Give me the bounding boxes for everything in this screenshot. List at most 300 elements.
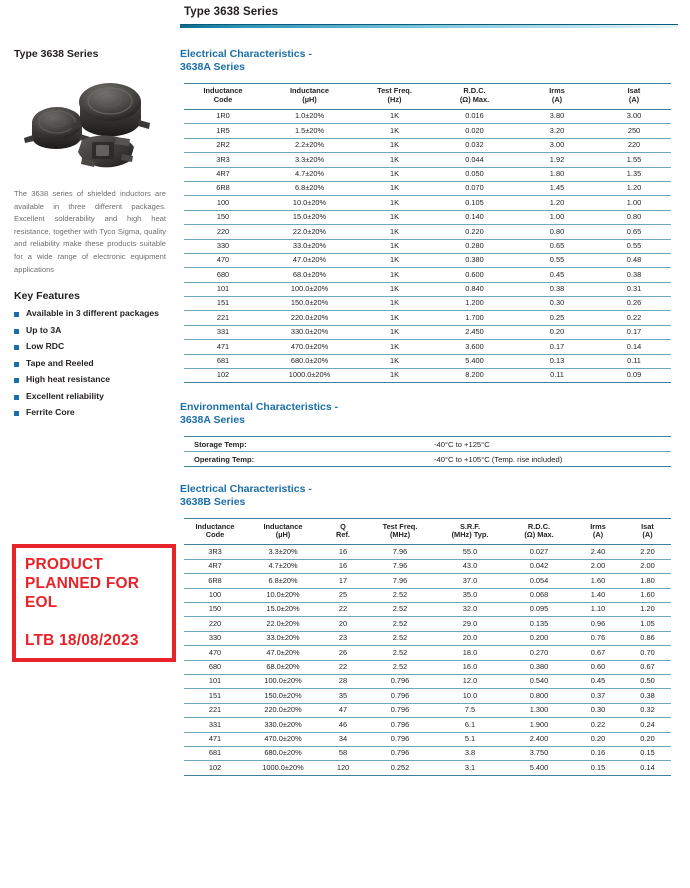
table-cell: 0.270 [506,646,572,660]
table-cell: 0.32 [624,703,671,717]
table-cell: 220 [184,617,246,631]
table-cell: 470.0±20% [246,732,320,746]
table-cell: 330.0±20% [246,718,320,732]
table-row [184,167,671,181]
eol-notice-box [12,544,176,662]
env-label: Storage Temp: [184,437,434,452]
table-cell: 6R8 [184,574,246,588]
table-cell: 0.15 [572,761,624,775]
col-line1: Test Freq. [382,521,418,531]
env-label: Operating Temp: [184,452,434,467]
table-cell: 25 [320,588,366,602]
table-cell: 3R3 [184,545,246,559]
section-title-line1: Electrical Characteristics - [180,48,312,60]
page-title: Type 3638 Series [184,6,279,18]
section-title-line1: Environmental Characteristics - [180,401,339,414]
table-cell: 1K [357,354,432,368]
key-feature-text: Available in 3 different packages [26,308,159,319]
section-title-line1: Electrical Characteristics - [180,483,312,496]
table-cell: 0.068 [506,588,572,602]
table-cell: 6.8±20% [246,574,320,588]
table-cell: 0.67 [572,646,624,660]
table-cell: 0.37 [572,689,624,703]
table-cell: 0.11 [597,354,671,368]
table-cell: 2.52 [366,602,434,616]
table-row [184,311,671,325]
table-cell: 0.15 [624,746,671,760]
col-line2: (A) [642,530,653,540]
main-content [180,48,680,776]
table-cell: 0.31 [597,282,671,296]
table-cell: 7.96 [366,559,434,573]
table-cell: 15.0±20% [246,602,320,616]
table-row [184,602,671,616]
table-cell: 1.10 [572,602,624,616]
table-cell: 0.24 [624,718,671,732]
table-cell: 1.300 [506,703,572,717]
inductor-photo-graphic [12,68,164,180]
table-cell: 3R3 [184,153,262,167]
table-cell: 0.380 [506,660,572,674]
table-cell: 0.796 [366,703,434,717]
table-cell: 0.800 [506,689,572,703]
list-item [14,407,172,418]
table-row [184,588,671,602]
table-cell: 7.96 [366,574,434,588]
table-row [184,559,671,573]
table-row [184,297,671,311]
col-line2: (MHz) Typ. [451,530,489,540]
col-line1: Inductance [289,86,329,96]
section-title-elec-a [180,48,680,74]
table-row [184,354,671,368]
table-cell: 2.450 [432,325,517,339]
table-cell: 46 [320,718,366,732]
table-cell: 0.20 [624,732,671,746]
table-header-row [184,519,671,545]
section-title-elec-b [180,483,680,509]
table-row [184,253,671,267]
table-cell: 0.095 [506,602,572,616]
table-cell: 1.20 [597,181,671,195]
table-cell: 1K [357,124,432,138]
table-environmental-3638a [184,436,671,467]
table-cell: 1K [357,110,432,124]
table-cell: 22.0±20% [262,225,357,239]
table-row [184,646,671,660]
key-features-list [14,308,172,418]
table-cell: 1.5±20% [262,124,357,138]
table-cell: 0.796 [366,674,434,688]
list-item [14,358,172,369]
table-cell: 101 [184,282,262,296]
bullet-icon [14,345,19,350]
table-cell: 29.0 [434,617,506,631]
table-cell: 4R7 [184,167,262,181]
list-item [14,325,172,336]
table-cell: 0.016 [432,110,517,124]
table-cell: 0.20 [517,325,597,339]
page-header [180,6,678,28]
table-cell: 0.220 [432,225,517,239]
bullet-icon [14,312,19,317]
table-cell: 20 [320,617,366,631]
table-cell: 34 [320,732,366,746]
table-cell: 1K [357,282,432,296]
table-row [184,617,671,631]
table-cell: 17 [320,574,366,588]
table-cell: 0.796 [366,732,434,746]
table-row [184,325,671,339]
table-cell: 0.200 [506,631,572,645]
table-row [184,746,671,760]
bullet-icon [14,411,19,416]
table-cell: 1.05 [624,617,671,631]
table-cell: 100 [184,588,246,602]
col-line2: Code [205,530,225,540]
table-cell: 6.1 [434,718,506,732]
table-cell: 0.25 [517,311,597,325]
key-feature-text: Tape and Reeled [26,357,94,368]
table-cell: 220.0±20% [246,703,320,717]
key-feature-text: Ferrite Core [26,407,75,418]
table-cell: 0.96 [572,617,624,631]
eol-line-3: EOL [25,594,58,611]
col-line2: Code [213,95,233,104]
table-cell: 0.55 [517,253,597,267]
key-feature-text: Up to 3A [26,324,62,335]
table-cell: 0.76 [572,631,624,645]
eol-line-1: PRODUCT [25,556,104,573]
table-cell: 23 [320,631,366,645]
table-cell: 0.80 [597,210,671,224]
table-row [184,631,671,645]
bullet-icon [14,378,19,383]
table-cell: 2.2±20% [262,138,357,152]
table-cell: 4.7±20% [262,167,357,181]
table-row [184,369,671,383]
table-cell: 8.200 [432,369,517,383]
table-cell: 10.0 [434,689,506,703]
table-cell: 1.92 [517,153,597,167]
table-cell: 0.17 [597,325,671,339]
table-row [184,660,671,674]
section-title-line2: 3638A Series [180,61,245,73]
product-photo [12,68,164,180]
col-line1: Inductance [203,86,243,96]
table-cell: 0.027 [506,545,572,559]
table-cell: 1.80 [624,574,671,588]
table-cell: 3.600 [432,340,517,354]
table-cell: 0.30 [572,703,624,717]
table-row [184,225,671,239]
table-cell: 5.1 [434,732,506,746]
table-cell: 47.0±20% [262,253,357,267]
table-cell: 330 [184,631,246,645]
table-cell: 0.14 [597,340,671,354]
table-cell: 0.796 [366,746,434,760]
table-cell: 33.0±20% [262,239,357,253]
table-row [184,703,671,717]
table-cell: 2.52 [366,617,434,631]
table-cell: 55.0 [434,545,506,559]
table-cell: 3.3±20% [246,545,320,559]
col-line2: (A) [592,530,604,540]
table-cell: 0.032 [432,138,517,152]
table-cell: 1.45 [517,181,597,195]
section-title-env-a [180,401,680,427]
col-line2: (MHz) [389,530,411,540]
table-cell: 22 [320,660,366,674]
table-cell: 1K [357,153,432,167]
table-cell: 471 [184,340,262,354]
table-cell: 680 [184,268,262,282]
col-line1: Inductance [195,521,235,531]
col-line1: S.R.F. [459,521,481,531]
table-row [184,181,671,195]
table-cell: 22.0±20% [246,617,320,631]
table-cell: 0.280 [432,239,517,253]
table-cell: 4.7±20% [246,559,320,573]
table-cell: 151 [184,689,246,703]
table-cell: 250 [597,124,671,138]
table-cell: 101 [184,674,246,688]
col-line2: (Ω) Max. [459,95,490,104]
table-cell: 68.0±20% [262,268,357,282]
table-cell: 33.0±20% [246,631,320,645]
table-cell: 0.140 [432,210,517,224]
eol-ltb-date: LTB 18/08/2023 [25,632,139,649]
table-cell: 0.380 [432,253,517,267]
table-cell: 1000.0±20% [246,761,320,775]
table-row [184,545,671,559]
table-cell: 680.0±20% [246,746,320,760]
column-header [366,519,434,545]
table-cell: 0.50 [624,674,671,688]
table-cell: 680.0±20% [262,354,357,368]
header-divider [180,24,678,28]
table-cell: 16 [320,559,366,573]
table-cell: 1.00 [597,196,671,210]
table-cell: 2.52 [366,588,434,602]
table-cell: 43.0 [434,559,506,573]
col-line1: Irms [590,521,606,531]
table-cell: 0.38 [597,268,671,282]
table-cell: 0.070 [432,181,517,195]
table-body-elec-a [184,110,671,383]
table-cell: 100 [184,196,262,210]
table-row [184,761,671,775]
col-line2: (Ω) Max. [524,530,554,540]
table-cell: 0.48 [597,253,671,267]
table-cell: 0.796 [366,689,434,703]
table-cell: 221 [184,703,246,717]
table-cell: 0.054 [506,574,572,588]
table-cell: 1.0±20% [262,110,357,124]
table-cell: 0.22 [597,311,671,325]
table-cell: 2.40 [572,545,624,559]
table-cell: 1.20 [624,602,671,616]
table-cell: 120 [320,761,366,775]
table-cell: 0.60 [572,660,624,674]
table-cell: 1K [357,167,432,181]
table-cell: 12.0 [434,674,506,688]
table-row [184,282,671,296]
column-header [184,84,262,110]
bullet-icon [14,362,19,367]
table-cell: 0.796 [366,718,434,732]
table-cell: 68.0±20% [246,660,320,674]
table-cell: 10.0±20% [246,588,320,602]
table-cell: 2.00 [572,559,624,573]
table-cell: 0.252 [366,761,434,775]
table-row [184,124,671,138]
bullet-icon [14,329,19,334]
table-cell: 0.13 [517,354,597,368]
list-item [14,374,172,385]
table-cell: 5.400 [506,761,572,775]
table-cell: 0.14 [624,761,671,775]
table-row [184,732,671,746]
table-cell: 0.042 [506,559,572,573]
table-cell: 0.840 [432,282,517,296]
table-electrical-3638a [184,83,671,383]
table-cell: 0.11 [517,369,597,383]
table-cell: 28 [320,674,366,688]
table-row [184,437,671,452]
table-row [184,138,671,152]
table-cell: 0.45 [517,268,597,282]
table-cell: 1K [357,340,432,354]
column-header [624,519,671,545]
table-cell: 3.750 [506,746,572,760]
column-header [262,84,357,110]
table-cell: 0.020 [432,124,517,138]
table-cell: 10.0±20% [262,196,357,210]
table-cell: 150 [184,210,262,224]
table-cell: 1K [357,196,432,210]
table-body-elec-b [184,545,671,775]
table-cell: 47 [320,703,366,717]
table-cell: 3.20 [517,124,597,138]
table-row [184,452,671,467]
column-header [320,519,366,545]
table-cell: 22 [320,602,366,616]
table-cell: 16 [320,545,366,559]
table-cell: 4R7 [184,559,246,573]
table-cell: 1.80 [517,167,597,181]
list-item [14,341,172,352]
table-cell: 26 [320,646,366,660]
table-cell: 1.55 [597,153,671,167]
table-cell: 35.0 [434,588,506,602]
table-cell: 0.55 [597,239,671,253]
table-cell: 0.135 [506,617,572,631]
table-cell: 0.80 [517,225,597,239]
key-feature-text: Low RDC [26,341,65,352]
table-cell: 1.35 [597,167,671,181]
eol-line-2: PLANNED FOR [25,575,140,592]
table-cell: 330 [184,239,262,253]
table-row [184,718,671,732]
table-cell: 0.26 [597,297,671,311]
table-cell: 100.0±20% [246,674,320,688]
table-cell: 1K [357,210,432,224]
table-header-row [184,84,671,110]
table-row [184,239,671,253]
table-cell: 0.70 [624,646,671,660]
column-header [246,519,320,545]
table-cell: 0.86 [624,631,671,645]
table-cell: 0.044 [432,153,517,167]
table-cell: 5.400 [432,354,517,368]
table-cell: 1K [357,239,432,253]
table-cell: 1K [357,225,432,239]
table-cell: 220 [597,138,671,152]
col-line1: Isat [627,86,641,96]
table-cell: 102 [184,369,262,383]
section-title-line2: 3638A Series [180,414,245,427]
table-cell: 16.0 [434,660,506,674]
table-cell: 0.540 [506,674,572,688]
table-cell: 0.17 [517,340,597,354]
table-cell: 18.0 [434,646,506,660]
table-cell: 1K [357,369,432,383]
table-cell: 2R2 [184,138,262,152]
column-header [184,519,246,545]
table-electrical-3638b [184,518,671,775]
table-cell: 1K [357,297,432,311]
col-line2: (A) [551,95,563,104]
table-cell: 0.30 [517,297,597,311]
col-line2: Ref. [336,530,350,540]
table-row [184,340,671,354]
table-cell: 150.0±20% [246,689,320,703]
table-cell: 2.52 [366,660,434,674]
col-line2: (µH) [302,95,317,104]
table-cell: 0.22 [572,718,624,732]
table-cell: 3.1 [434,761,506,775]
table-cell: 1K [357,181,432,195]
table-row [184,574,671,588]
table-cell: 2.52 [366,646,434,660]
table-cell: 220.0±20% [262,311,357,325]
column-header [517,84,597,110]
table-cell: 3.80 [517,110,597,124]
table-cell: 330.0±20% [262,325,357,339]
table-cell: 1.900 [506,718,572,732]
table-cell: 32.0 [434,602,506,616]
table-cell: 1.20 [517,196,597,210]
table-row [184,110,671,124]
table-cell: 0.105 [432,196,517,210]
table-cell: 331 [184,325,262,339]
table-cell: 0.65 [597,225,671,239]
key-feature-text: High heat resistance [26,374,111,385]
bullet-icon [14,395,19,400]
column-header [357,84,432,110]
col-line2: (Hz) [387,95,402,104]
table-cell: 2.52 [366,631,434,645]
table-cell: 470.0±20% [262,340,357,354]
table-cell: 2.400 [506,732,572,746]
table-cell: 0.20 [572,732,624,746]
table-cell: 20.0 [434,631,506,645]
table-cell: 3.3±20% [262,153,357,167]
table-row [184,210,671,224]
table-cell: 3.00 [597,110,671,124]
col-line1: R.D.C. [527,521,551,531]
